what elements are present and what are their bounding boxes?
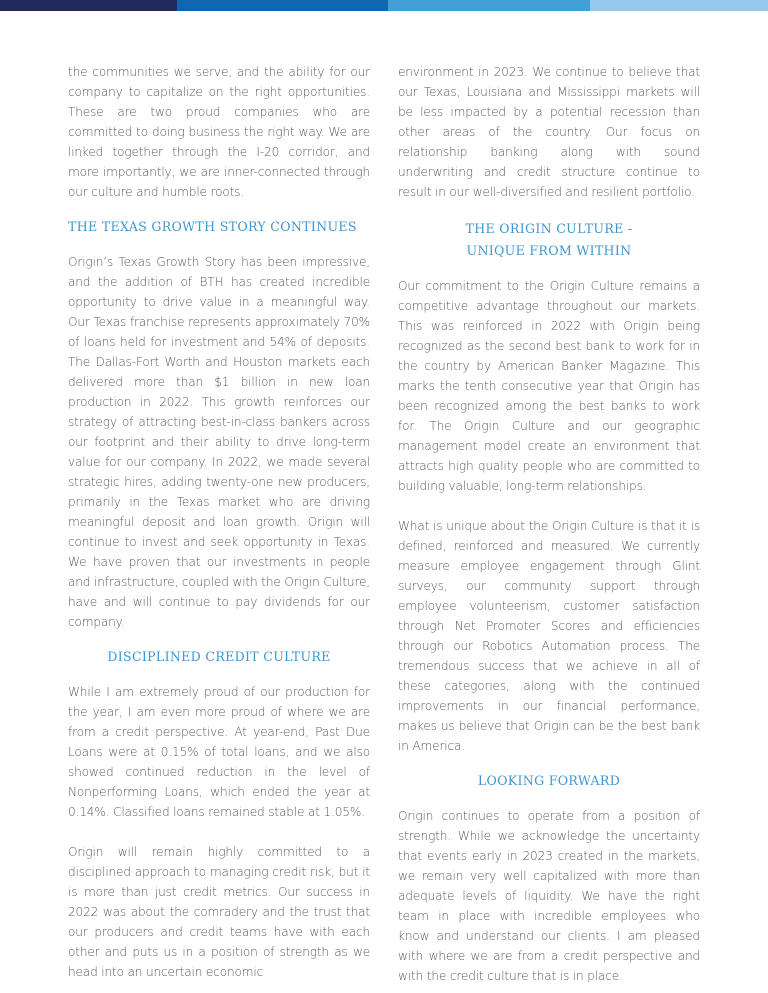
heading-disciplined-credit: DISCIPLINED CREDIT CULTURE [107,649,331,664]
paragraph-credit-risk: Origin will remain highly committed to a disciplined approach to managing credit risk, but it is more than just credit metrics. Our success in 2022 was about the comradery and the trust that our producers and credit teams have with each other and puts us in a position of strength as we head into an uncertain economic [68,845,370,979]
heading-looking-forward: LOOKING FORWARD [477,773,621,788]
left-column [68,62,370,982]
paragraph-unique-culture: What is unique about the Origin Culture is that it is defined, reinforced and measured. We currently measure employee engagement through Glint surveys, our community support through employee volunteerism, customer satisfaction through Net Promoter Scores and efficiencies through our Robotics Automation process. The tremendous success that we achieve in all of these categories, along with the continued improvements in our financial performance, makes us believe that Origin can be the best bank in America. [398,519,700,753]
color-bar-segment-sky [388,0,590,11]
right-column [398,62,700,986]
heading-origin-culture-line1: THE ORIGIN CULTURE - [465,221,633,236]
heading-origin-culture [398,218,700,262]
paragraph-looking-forward: Origin continues to operate from a position of strength. While we acknowledge the uncertainty that events early in 2023 created in the markets, we remain very well capitalized with more than adequate levels of liquidity. We have the right team in place with incredible employees who know and understand our clients. I am pleased with where we are from a credit perspective and with the credit culture that is in place. [398,809,700,983]
paragraph-environment-2023: environment in 2023. We continue to believe that our Texas, Louisiana and Mississippi markets will be less impacted by a potential recession than other areas of the country. Our focus on relationship banking along with sound underwriting and credit structure continue to result in our well-diversified and resilient portfolio. [398,65,700,199]
heading-origin-culture-line2: UNIQUE FROM WITHIN [466,243,632,258]
heading-texas-growth: THE TEXAS GROWTH STORY CONTINUES [68,219,357,234]
paragraph-origin-culture: Our commitment to the Origin Culture remains a competitive advantage throughout our markets. This was reinforced in 2022 with Origin being recognized as the second best bank to work for in the country by American Banker Magazine. This marks the tenth consecutive year that Origin has been recognized among the best banks to work for. The Origin Culture and our geographic management model create an environment that attracts high quality people who are committed to building valuable, long-term relationships. [398,279,700,493]
color-bar-segment-navy [0,0,177,11]
color-bar-segment-blue [177,0,388,11]
paragraph-texas-growth: Origin’s Texas Growth Story has been impressive, and the addition of BTH has created incredible opportunity to drive value in a meaningful way. Our Texas franchise represents approximately 70% of loans held for investment and 54% of deposits. The Dallas-Fort Worth and Houston markets each delivered more than $1 billion in new loan production in 2022. This growth reinforces our strategy of attracting best-in-class bankers across our footprint and their ability to drive long-term value for our company. In 2022, we made several strategic hires, adding twenty-one new producers, primarily in the Texas market who are driving meaningful deposit and loan growth. Origin will continue to invest and seek opportunity in Texas. We have proven that our investments in people and infrastructure, coupled with the Origin Culture, have and will continue to pay dividends for our company. [68,255,370,629]
paragraph-credit-metrics: While I am extremely proud of our production for the year, I am even more proud of where we are from a credit perspective. At year-end, Past Due Loans were at 0.15% of total loans, and we also showed continued reduction in the level of Nonperforming Loans, which ended the year at 0.14%. Classified loans remained stable at 1.05%. [68,685,370,819]
decorative-color-bar [0,0,768,11]
color-bar-segment-light [590,0,768,11]
paragraph-communities: the communities we serve, and the ability for our company to capitalize on the right opportunities. These are two proud companies who are committed to doing business the right way. We are linked together through the I-20 corridor, and more importantly, we are inner-connected through our culture and humble roots. [68,65,370,199]
